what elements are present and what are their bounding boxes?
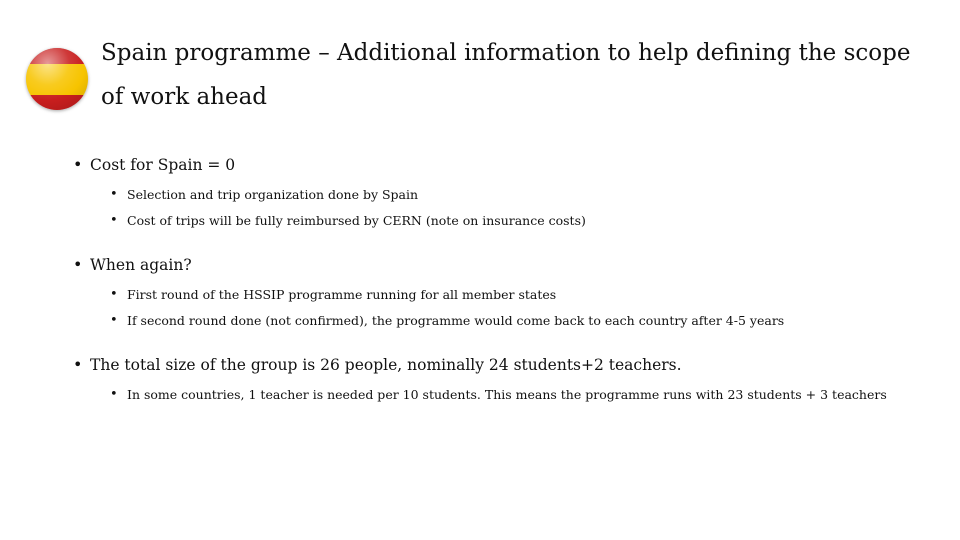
slide-body <box>70 154 940 408</box>
sub-bullet-text: Cost of trips will be fully reimbursed by CERN (note on insurance costs) <box>127 213 586 228</box>
slide-title: Spain programme – Additional information to help defining the scope of work ahead <box>101 40 911 110</box>
section-cost <box>70 154 940 234</box>
bullet-dot: • <box>73 255 83 274</box>
sub-bullet <box>70 208 940 234</box>
sub-bullet <box>70 382 940 408</box>
sub-bullet <box>70 308 940 334</box>
sub-bullet-text: Selection and trip organization done by Spain <box>127 187 419 202</box>
sub-bullet-text: If second round done (not confirmed), the programme would come back to each country after 4-5 years <box>127 313 785 328</box>
bullet-text: The total size of the group is 26 people, nominally 24 students+2 teachers. <box>90 356 682 374</box>
flag-gloss <box>26 48 88 110</box>
spain-flag-badge-icon <box>26 48 88 110</box>
section-when-again <box>70 254 940 334</box>
bullet-cost <box>70 154 940 176</box>
sub-bullet-text: In some countries, 1 teacher is needed per 10 students. This means the programme runs with 23 students + 3 teachers <box>127 387 887 402</box>
sub-bullet-dot: • <box>110 213 118 228</box>
bullet-dot: • <box>73 355 83 374</box>
sub-bullet <box>70 182 940 208</box>
bullet-text: When again? <box>90 256 192 274</box>
bullet-text: Cost for Spain = 0 <box>90 156 236 174</box>
bullet-group-size <box>70 354 940 376</box>
sub-list-when-again <box>70 282 940 334</box>
sub-list-cost <box>70 182 940 234</box>
sub-bullet-dot: • <box>110 313 118 328</box>
bullet-dot: • <box>73 155 83 174</box>
sub-list-group-size <box>70 382 940 408</box>
sub-bullet-text: First round of the HSSIP programme running for all member states <box>127 287 557 302</box>
sub-bullet-dot: • <box>110 187 118 202</box>
sub-bullet <box>70 282 940 308</box>
section-group-size <box>70 354 940 408</box>
bullet-when-again <box>70 254 940 276</box>
sub-bullet-dot: • <box>110 387 118 402</box>
sub-bullet-dot: • <box>110 287 118 302</box>
